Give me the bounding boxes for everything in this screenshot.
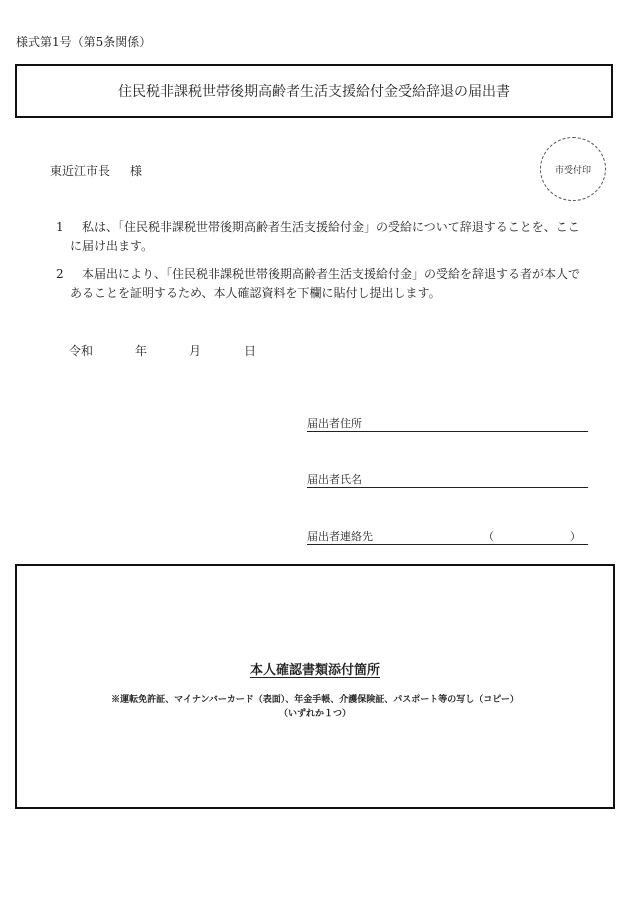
contact-field[interactable]	[307, 528, 588, 545]
date-year: 年	[135, 344, 148, 358]
attachment-note-choice: （いずれか１つ）	[278, 709, 351, 719]
addressee-name: 東近江市長	[50, 164, 111, 178]
statement-item-2	[56, 265, 586, 303]
receipt-stamp-label: 市受付印	[554, 165, 591, 176]
addressee-honorific: 様	[130, 164, 143, 178]
contact-paren-close: ）	[570, 530, 581, 543]
name-label: 届出者氏名	[307, 473, 362, 486]
attachment-note: ※運転免許証、マイナンバーカード（表面）、年金手帳、介護保険証、パスポート等の写し（コピー）	[111, 695, 519, 705]
item-number: 1	[56, 220, 64, 234]
date-day: 日	[244, 344, 257, 358]
attachment-title: 本人確認書類添付箇所	[249, 663, 380, 678]
contact-label: 届出者連絡先	[307, 530, 373, 543]
contact-paren-open: （	[483, 530, 494, 543]
receipt-stamp-area	[540, 137, 606, 201]
attachment-box	[15, 564, 615, 809]
date-era: 令和	[69, 344, 94, 358]
address-field[interactable]	[307, 415, 588, 432]
item-number: 2	[56, 267, 64, 281]
date-month: 月	[189, 344, 202, 358]
document-title: 住民税非課税世帯後期高齢者生活支援給付金受給辞退の届出書	[118, 84, 510, 100]
document-title-box	[15, 64, 613, 118]
name-field[interactable]	[307, 471, 588, 488]
form-number: 様式第1号（第5条関係）	[16, 35, 152, 49]
date-row	[69, 342, 256, 359]
address-label: 届出者住所	[307, 417, 362, 430]
addressee	[50, 162, 142, 179]
statement-item-1	[56, 218, 586, 256]
item-text: 私は、「住民税非課税世帯後期高齢者生活支援給付金」の受給について辞退することを、ここに届け出ます。	[70, 220, 580, 253]
item-text: 本届出により、「住民税非課税世帯後期高齢者生活支援給付金」の受給を辞退する者が本人であることを証明するため、本人確認資料を下欄に貼付し提出します。	[70, 267, 581, 300]
